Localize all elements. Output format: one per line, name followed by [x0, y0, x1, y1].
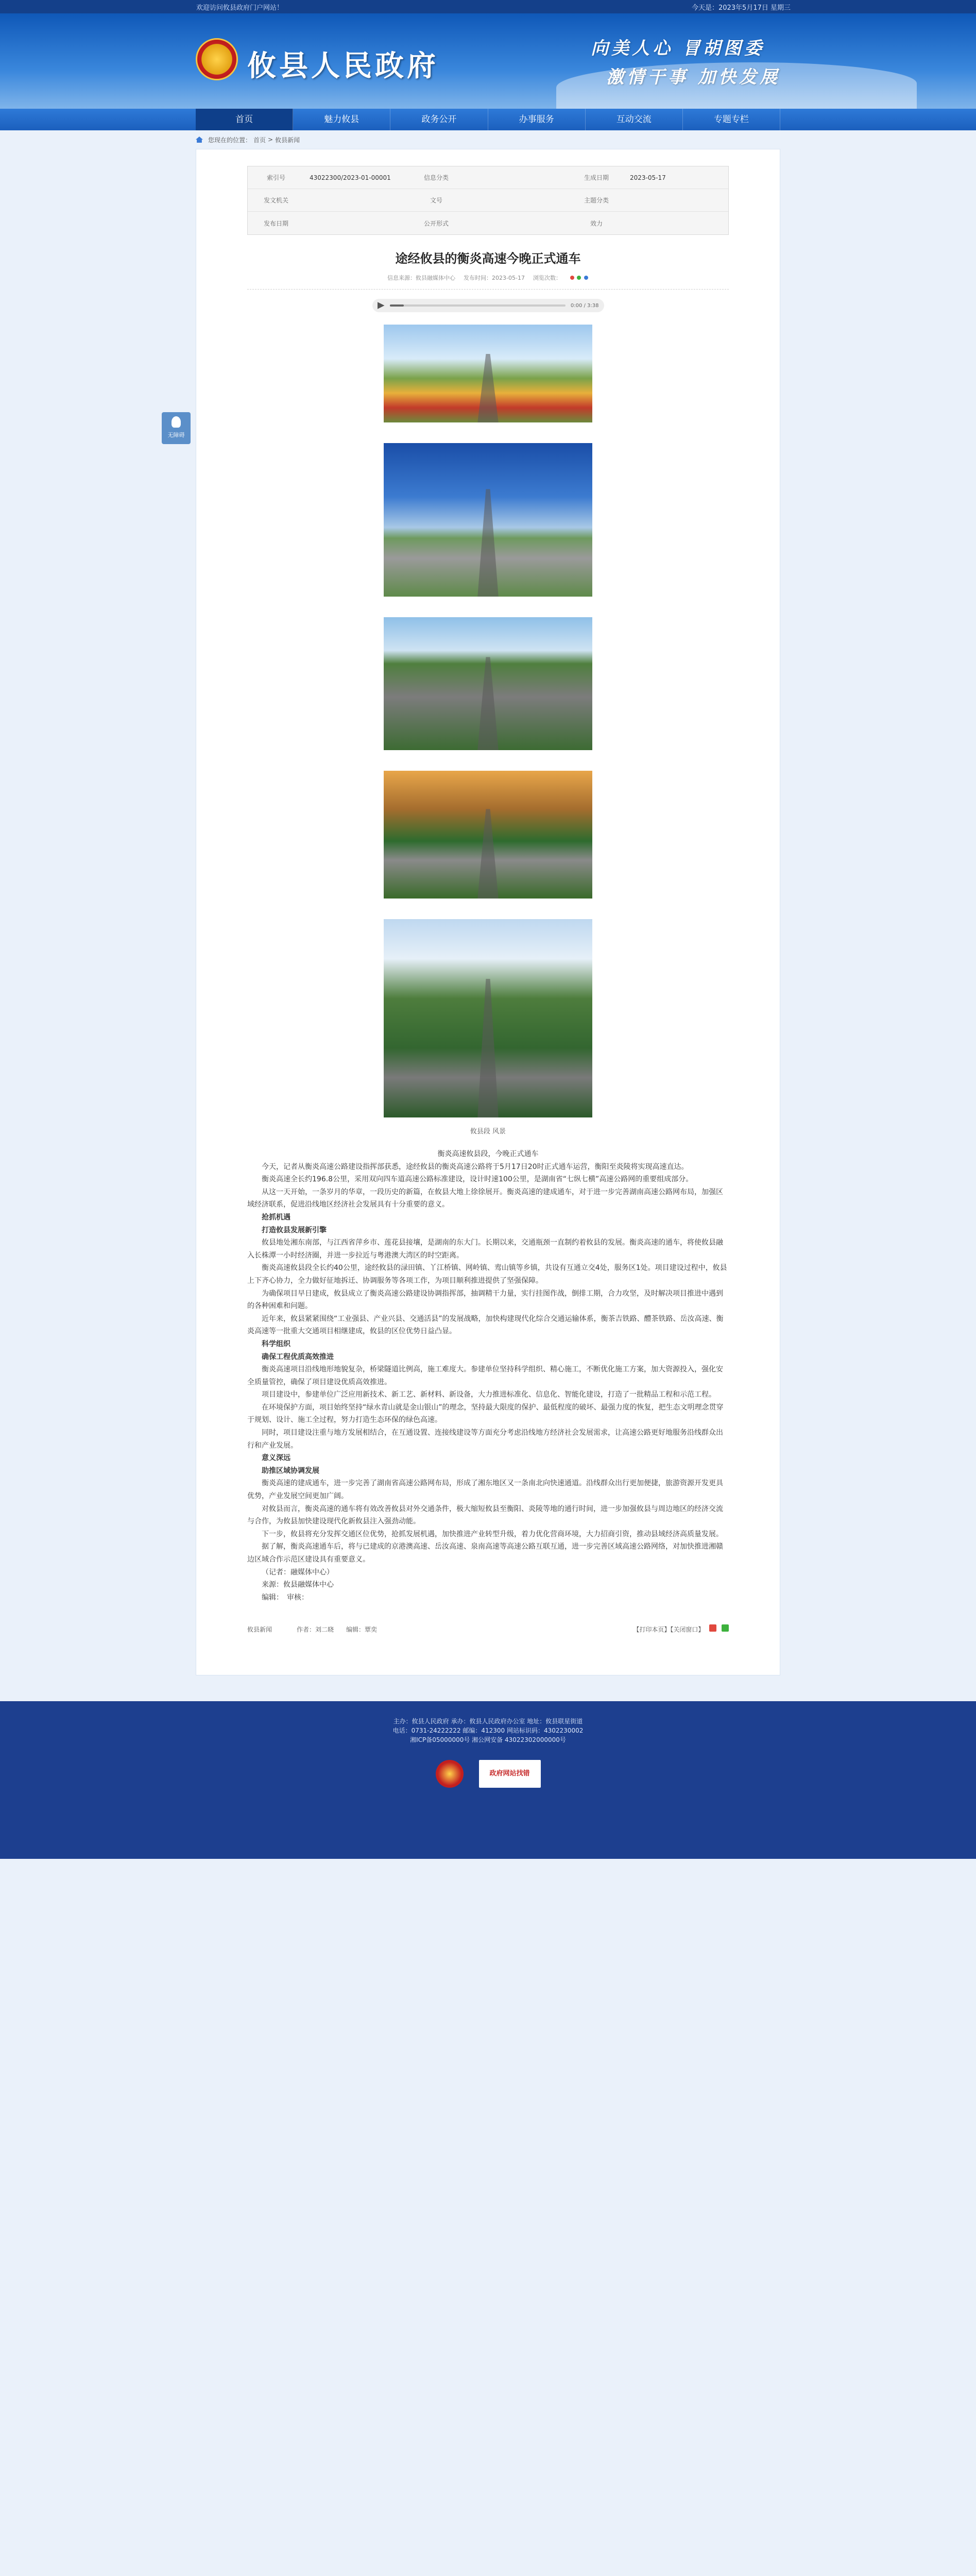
article-paragraph: （记者：融媒体中心） [262, 1568, 334, 1577]
share-icons [570, 275, 589, 281]
footer-line-2: 电话：0731-24222222 邮编：412300 网站标识码：4302230002 [392, 1727, 584, 1735]
breadcrumb-news[interactable]: 攸县新闻 [275, 136, 300, 144]
site-header [0, 13, 976, 109]
article-image-1 [384, 325, 592, 422]
article-paragraph: 衡炎高速攸县段全长约40公里，途经攸县的渌田镇、丫江桥镇、网岭镇、鸾山镇等乡镇，共设有互通立交4处，服务区1处。项目建设过程中，攸县上下齐心协力，全力做好征地拆迁、协调服务等各项工作，为项目顺利推进提供了坚强保障。 [247, 1264, 727, 1285]
info-key: 信息分类 [423, 174, 449, 181]
article-footer [247, 1624, 729, 1634]
article-paragraph: 今天，记者从衡炎高速公路建设指挥部获悉，途经攸县的衡炎高速公路将于5月17日20时正式通车运营，衡阳至炎陵将实现高速直达。 [262, 1162, 689, 1171]
article-paragraph: 项目建设中，参建单位广泛应用新技术、新工艺、新材料、新设备，大力推进标准化、信息化、智能化建设，打造了一批精品工程和示范工程。 [262, 1391, 716, 1399]
wechat-icon[interactable] [577, 276, 581, 280]
info-key: 公开形式 [423, 219, 449, 227]
slogan-line-2: 激情干事 加快发展 [606, 67, 780, 88]
article-paragraph: 从这一天开始，一条岁月的华章，一段历史的新篇，在攸县大地上徐徐展开。衡炎高速的建成通车，对于进一步完善湖南高速公路网布局，加强区域经济联系，促进沿线地区经济社会发展具有十分重要的意义。 [247, 1188, 723, 1209]
slogan-line-1: 向美人心 冒胡图委 [591, 38, 765, 59]
article-views: 浏览次数： [533, 275, 561, 281]
nav-services[interactable]: 办事服务 [488, 109, 586, 130]
article-paragraph: 下一步，攸县将充分发挥交通区位优势，抢抓发展机遇，加快推进产业转型升级，着力优化营商环境，大力招商引资，推动县域经济高质量发展。 [262, 1530, 723, 1538]
article-paragraph: 打造攸县发展新引擎 [262, 1226, 327, 1234]
nav-home[interactable]: 首页 [196, 109, 293, 130]
article-credits: 攸县新闻 作者：刘二晓 编辑：覃奕 [247, 1625, 390, 1633]
accessibility-icon [172, 416, 181, 428]
article-paragraph: 科学组织 [262, 1340, 290, 1348]
article-paragraph: 近年来，攸县紧紧围绕“工业强县、产业兴县、交通活县”的发展战略，加快构建现代化综合交通运输体系，衡茶吉铁路、醴茶铁路、岳汝高速、衡炎高速等一批重大交通项目相继建成，攸县的区位优势日益凸显。 [247, 1314, 724, 1336]
site-title[interactable]: 攸县人民政府 [247, 49, 439, 83]
top-bar [0, 0, 976, 13]
share-wechat-icon[interactable] [722, 1624, 729, 1632]
article-container [196, 149, 780, 1675]
info-key: 文号 [430, 197, 442, 204]
nav-gov-open[interactable]: 政务公开 [390, 109, 488, 130]
article-paragraph: 为确保项目早日建成，攸县成立了衡炎高速公路建设协调指挥部，抽调精干力量，实行挂图作战，倒排工期，合力攻坚，及时解决项目推进中遇到的各种困难和问题。 [247, 1289, 723, 1311]
info-table [247, 166, 729, 235]
article-paragraph: 衡炎高速攸县段，今晚正式通车 [437, 1150, 539, 1158]
article-paragraph: 据了解，衡炎高速通车后，将与已建成的京港澳高速、岳汝高速、泉南高速等高速公路互联互通，进一步完善区域高速公路网络，对加快推进湘赣边区域合作示范区建设具有重要意义。 [247, 1543, 723, 1564]
article-image-4 [384, 771, 592, 899]
article-source: 信息来源：攸县融媒体中心 [387, 275, 456, 281]
article-image-5 [384, 919, 592, 1117]
info-key: 效力 [590, 219, 603, 227]
print-link[interactable]: 【打印本页】【关闭窗口】 [633, 1626, 705, 1634]
article-paragraph: 来源：攸县融媒体中心 [262, 1581, 334, 1589]
nav-special[interactable]: 专题专栏 [683, 109, 780, 130]
article-paragraph: 衡炎高速项目沿线地形地貌复杂，桥梁隧道比例高，施工难度大。参建单位坚持科学组织、精心施工，不断优化施工方案，加大资源投入，强化安全质量管控，确保了项目建设优质高效推进。 [247, 1365, 723, 1386]
breadcrumb-home[interactable]: 首页 [253, 136, 266, 144]
footer-line-1: 主办：攸县人民政府 承办：攸县人民政府办公室 地址：攸县联星街道 [393, 1718, 583, 1725]
weibo-icon[interactable] [570, 276, 574, 280]
info-key: 生成日期 [584, 174, 609, 181]
info-key: 发文机关 [263, 197, 288, 204]
party-gov-badge-icon[interactable] [436, 1760, 464, 1788]
info-key: 主题分类 [584, 197, 609, 204]
info-key: 发布日期 [263, 219, 288, 227]
welcome-text: 欢迎访问攸县政府门户网站！ [196, 4, 284, 12]
article-paragraph: 抢抓机遇 [262, 1213, 290, 1222]
article-body [247, 1148, 729, 1604]
audio-time: 0:00 / 3:38 [570, 302, 599, 309]
article-paragraph: 在环境保护方面，项目始终坚持“绿水青山就是金山银山”的理念，坚持最大限度的保护、最低程度的破坏、最强力度的恢复，把生态文明理念贯穿于规划、设计、施工全过程，努力打造生态环保的绿色高速。 [247, 1403, 724, 1425]
article-paragraph: 衡炎高速全长约196.8公里，采用双向四车道高速公路标准建设，设计时速100公里，是湖南省“七纵七横”高速公路网的重要组成部分。 [262, 1175, 693, 1184]
error-report-badge[interactable]: 政府网站找错 [479, 1760, 541, 1788]
article-paragraph: 同时，项目建设注重与地方发展相结合，在互通设置、连接线建设等方面充分考虑沿线地方经济社会发展需求，让高速公路更好地服务沿线群众出行和产业发展。 [247, 1429, 723, 1450]
footer-line-3: 湘ICP备05000000号 湘公网安备 43022302000000号 [410, 1736, 566, 1744]
share-weibo-icon[interactable] [709, 1624, 716, 1632]
qq-icon[interactable] [584, 276, 588, 280]
article-paragraph: 对攸县而言，衡炎高速的通车将有效改善攸县对外交通条件，极大缩短攸县至衡阳、炎陵等地的通行时间，进一步加强攸县与周边地区的经济交流与合作，为攸县加快建设现代化新攸县注入强劲动能。 [247, 1504, 723, 1526]
main-nav [0, 109, 976, 130]
home-icon [196, 137, 203, 143]
article-date: 发布时间：2023-05-17 [464, 275, 525, 281]
article-paragraph: 确保工程优质高效推进 [262, 1352, 334, 1361]
play-icon[interactable] [378, 302, 385, 309]
site-footer [0, 1701, 976, 1859]
audio-progress[interactable] [390, 304, 566, 307]
date-text: 今天是：2023年5月17日 星期三 [691, 4, 791, 12]
breadcrumb-label: 您现在的位置： [208, 136, 252, 144]
audio-player [372, 299, 604, 312]
info-value: 43022300/2023-01-00001 [310, 174, 391, 181]
article-paragraph: 意义深远 [262, 1454, 290, 1463]
article-paragraph: 助推区域协调发展 [262, 1466, 319, 1475]
accessibility-label: 无障碍 [167, 432, 185, 438]
article-image-3 [384, 617, 592, 750]
nav-interaction[interactable]: 互动交流 [586, 109, 683, 130]
accessibility-button[interactable] [162, 412, 191, 444]
article-actions [630, 1624, 729, 1634]
breadcrumb: 您现在的位置： 首页 > 攸县新闻 [196, 130, 780, 149]
article-paragraph: 攸县地处湘东南部，与江西省萍乡市、莲花县接壤，是湖南的东大门。长期以来，交通瓶颈一直制约着攸县的发展。衡炎高速的通车，将使攸县融入长株潭一小时经济圈，并进一步拉近与粤港澳大湾区的时空距离。 [247, 1239, 723, 1260]
article-meta [247, 274, 729, 290]
info-value: 2023-05-17 [630, 174, 666, 181]
article-paragraph: 编辑： 审核： [262, 1593, 312, 1602]
article-title: 途经攸县的衡炎高速今晚正式通车 [395, 251, 581, 266]
article-image-2 [384, 443, 592, 597]
nav-charm[interactable]: 魅力攸县 [293, 109, 390, 130]
info-key: 索引号 [266, 174, 285, 181]
image-caption: 攸县段 风景 [470, 1128, 506, 1136]
national-emblem-icon [196, 38, 238, 80]
article-paragraph: 衡炎高速的建成通车，进一步完善了湖南省高速公路网布局，形成了湘东地区又一条南北向快速通道。沿线群众出行更加便捷，旅游资源开发更具优势，产业发展空间更加广阔。 [247, 1479, 723, 1501]
